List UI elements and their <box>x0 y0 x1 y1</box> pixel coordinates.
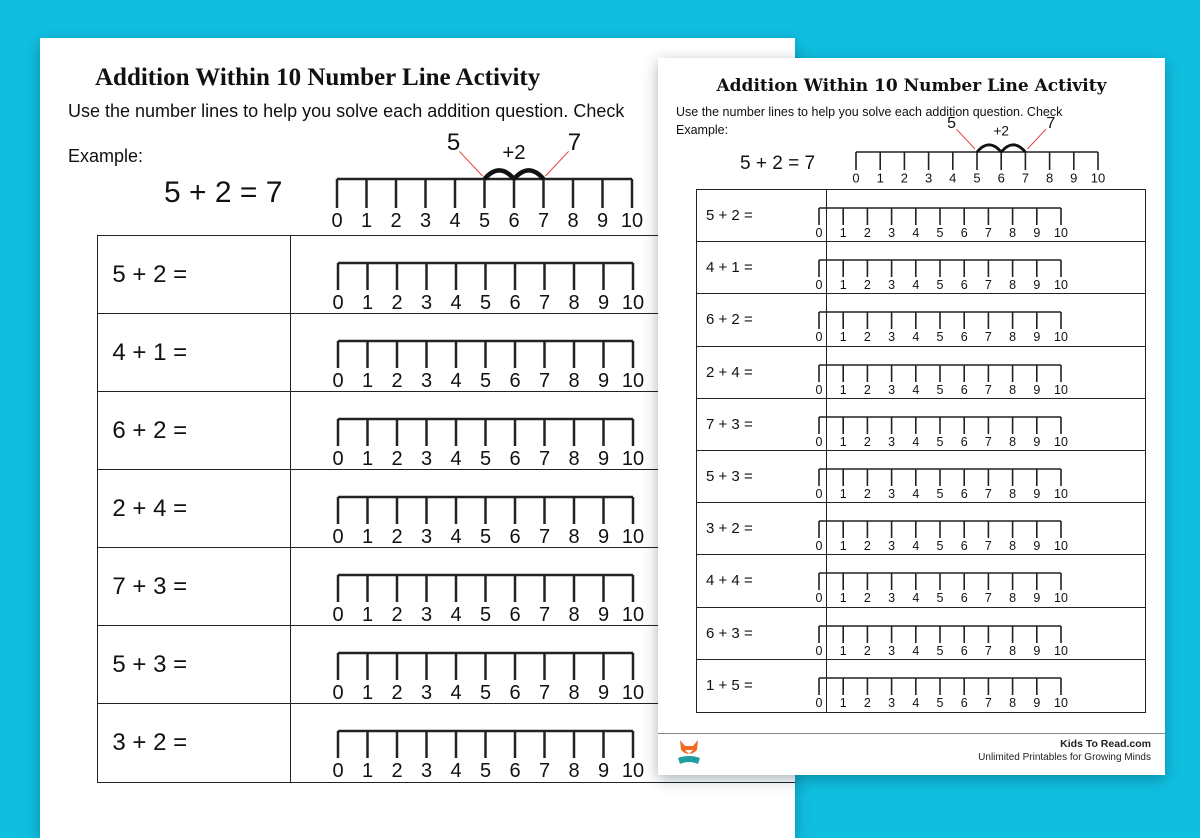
tick-label: 8 <box>568 760 580 782</box>
tick-label: 6 <box>508 210 520 232</box>
example-number-line-svg <box>331 128 650 238</box>
tick-label: 3 <box>888 434 896 449</box>
tick-label: 4 <box>912 225 920 240</box>
tick-label: 4 <box>449 210 461 232</box>
example-equation: 5 + 2 = 7 <box>164 176 283 209</box>
tick-label: 9 <box>597 604 610 626</box>
tick-label: 6 <box>960 486 968 501</box>
tick-label: 4 <box>912 539 920 553</box>
tick-label: 9 <box>597 448 610 470</box>
tick-label: 4 <box>912 591 920 606</box>
tick-label: 6 <box>960 382 968 397</box>
tick-label: 2 <box>863 539 871 553</box>
tick-label: 7 <box>538 682 551 704</box>
tick-label: 6 <box>960 434 968 449</box>
tick-label: 8 <box>1009 225 1017 240</box>
instructions: Use the number lines to help you solve each addition question. Check <box>68 101 625 121</box>
tick-label: 8 <box>568 682 580 704</box>
tick-label: 5 <box>479 604 492 626</box>
tick-label: 3 <box>924 170 933 186</box>
question-text: 7 + 3 = <box>697 399 827 450</box>
tick-label: 5 <box>936 330 944 345</box>
brand-tagline: Unlimited Printables for Growing Minds <box>978 752 1151 763</box>
tick-label: 3 <box>888 278 896 293</box>
answer-number-line <box>332 262 651 320</box>
question-text: 5 + 2 = <box>697 190 827 241</box>
tick-label: 4 <box>450 448 462 470</box>
tick-label: 5 <box>478 210 491 232</box>
tick-label: 9 <box>1033 278 1041 293</box>
tick-label: 4 <box>912 382 920 397</box>
tick-label: 4 <box>450 604 462 626</box>
instructions: Use the number lines to help you solve each addition question. Check <box>676 105 1063 119</box>
tick-label: 0 <box>815 330 823 345</box>
start-label: 5 <box>947 115 957 133</box>
tick-label: 9 <box>597 682 610 704</box>
tick-label: 6 <box>509 370 521 392</box>
tick-label: 1 <box>876 170 884 186</box>
question-text: 2 + 4 = <box>697 347 827 398</box>
tick-label: 10 <box>1054 539 1068 553</box>
tick-label: 6 <box>509 292 521 314</box>
tick-label: 4 <box>912 486 920 501</box>
question-row <box>697 660 1145 712</box>
tick-label: 5 <box>936 643 944 658</box>
tick-label: 8 <box>568 448 580 470</box>
worksheet-title: Addition Within 10 Number Line Activity <box>95 64 541 91</box>
tick-label: 0 <box>815 539 823 553</box>
tick-label: 8 <box>1009 434 1017 449</box>
question-row <box>697 503 1145 555</box>
tick-label: 6 <box>960 695 968 710</box>
tick-label: 9 <box>596 210 609 232</box>
tick-label: 1 <box>839 225 847 240</box>
tick-label: 1 <box>361 370 374 392</box>
tick-label: 0 <box>332 526 344 548</box>
tick-label: 1 <box>839 539 847 553</box>
tick-label: 2 <box>863 695 871 710</box>
tick-label: 9 <box>597 526 610 548</box>
tick-label: 9 <box>1033 539 1041 553</box>
tick-label: 8 <box>1009 591 1017 606</box>
tick-label: 9 <box>1033 643 1041 658</box>
tick-label: 4 <box>450 682 462 704</box>
tick-label: 4 <box>912 434 920 449</box>
tick-label: 3 <box>888 330 896 345</box>
tick-label: 5 <box>479 682 492 704</box>
tick-label: 5 <box>479 760 492 782</box>
question-text: 6 + 3 = <box>697 608 827 659</box>
tick-label: 2 <box>863 486 871 501</box>
tick-label: 4 <box>450 370 462 392</box>
tick-label: 7 <box>984 330 992 345</box>
tick-label: 10 <box>621 292 645 314</box>
tick-label: 3 <box>888 225 896 240</box>
tick-label: 7 <box>538 448 551 470</box>
tick-label: 5 <box>936 591 944 606</box>
answer-number-line <box>332 730 651 788</box>
tick-label: 8 <box>1009 695 1017 710</box>
jump-arc <box>514 170 544 179</box>
tick-label: 7 <box>538 760 551 782</box>
tick-label: 5 <box>479 292 492 314</box>
tick-label: 2 <box>391 604 403 626</box>
tick-label: 9 <box>1033 591 1041 606</box>
tick-label: 8 <box>568 604 580 626</box>
tick-label: 1 <box>839 695 847 710</box>
tick-label: 6 <box>960 225 968 240</box>
tick-label: 3 <box>420 526 433 548</box>
tick-label: 10 <box>1054 486 1068 501</box>
answer-number-line <box>332 652 651 710</box>
end-arrow <box>1027 129 1046 149</box>
tick-label: 3 <box>888 695 896 710</box>
tick-label: 6 <box>997 170 1005 186</box>
tick-label: 4 <box>450 526 462 548</box>
tick-label: 6 <box>509 526 521 548</box>
tick-label: 5 <box>936 225 944 240</box>
tick-label: 9 <box>1033 330 1041 345</box>
tick-label: 6 <box>509 604 521 626</box>
jump-label: +2 <box>993 123 1009 139</box>
tick-label: 6 <box>960 539 968 553</box>
tick-label: 5 <box>936 278 944 293</box>
tick-label: 8 <box>1009 539 1017 553</box>
tick-label: 7 <box>538 292 551 314</box>
answer-number-line <box>332 496 651 554</box>
question-text: 5 + 3 = <box>98 626 291 703</box>
example-label: Example: <box>676 123 729 137</box>
tick-label: 1 <box>839 278 847 293</box>
start-arrow <box>956 129 975 149</box>
tick-label: 1 <box>360 210 373 232</box>
answer-number-line <box>817 677 1079 718</box>
tick-label: 0 <box>332 760 344 782</box>
tick-label: 5 <box>479 526 492 548</box>
tick-label: 2 <box>863 278 871 293</box>
tick-label: 8 <box>1009 330 1017 345</box>
jump-arc <box>1001 145 1025 152</box>
tick-label: 5 <box>479 448 492 470</box>
question-text: 2 + 4 = <box>98 470 291 547</box>
tick-label: 10 <box>621 604 645 626</box>
question-row <box>697 347 1145 399</box>
tick-label: 7 <box>984 643 992 658</box>
question-row <box>697 451 1145 503</box>
tick-label: 2 <box>391 292 403 314</box>
tick-label: 9 <box>1033 434 1041 449</box>
tick-label: 5 <box>973 170 981 186</box>
tick-label: 10 <box>621 760 645 782</box>
start-arrow <box>459 151 482 176</box>
answer-number-line <box>332 574 651 632</box>
tick-label: 0 <box>815 434 823 449</box>
tick-label: 7 <box>984 225 992 240</box>
tick-label: 3 <box>888 643 896 658</box>
tick-label: 7 <box>984 486 992 501</box>
question-row <box>697 190 1145 242</box>
tick-label: 0 <box>332 370 344 392</box>
tick-label: 6 <box>960 643 968 658</box>
jump-label: +2 <box>502 141 526 164</box>
tick-label: 0 <box>852 170 860 186</box>
tick-label: 3 <box>420 448 433 470</box>
tick-label: 10 <box>1090 170 1106 186</box>
tick-label: 10 <box>1054 382 1068 397</box>
tick-label: 6 <box>509 760 521 782</box>
tick-label: 7 <box>538 526 551 548</box>
question-text: 1 + 5 = <box>697 660 827 712</box>
tick-label: 10 <box>621 682 645 704</box>
question-text: 3 + 2 = <box>98 704 291 782</box>
example-equation: 5 + 2 = 7 <box>740 153 816 174</box>
tick-label: 9 <box>1033 382 1041 397</box>
answer-number-line <box>332 418 651 476</box>
tick-label: 8 <box>1009 278 1017 293</box>
tick-label: 1 <box>839 382 847 397</box>
tick-label: 5 <box>936 486 944 501</box>
question-text: 4 + 1 = <box>98 314 291 391</box>
tick-label: 7 <box>984 695 992 710</box>
tick-label: 1 <box>839 486 847 501</box>
tick-label: 8 <box>568 526 580 548</box>
end-arrow <box>546 151 569 176</box>
worksheet-front <box>658 58 1165 775</box>
tick-label: 10 <box>1054 643 1068 658</box>
tick-label: 5 <box>479 370 492 392</box>
tick-label: 0 <box>815 591 823 606</box>
tick-label: 1 <box>361 682 374 704</box>
question-text: 6 + 2 = <box>98 392 291 469</box>
tick-label: 5 <box>936 434 944 449</box>
tick-label: 9 <box>1070 170 1078 186</box>
tick-label: 2 <box>863 330 871 345</box>
tick-label: 3 <box>420 604 433 626</box>
tick-label: 6 <box>960 278 968 293</box>
question-row <box>697 555 1145 607</box>
tick-label: 7 <box>984 278 992 293</box>
tick-label: 1 <box>839 591 847 606</box>
tick-label: 3 <box>419 210 432 232</box>
example-number-line-svg <box>852 115 1116 193</box>
tick-label: 1 <box>839 330 847 345</box>
tick-label: 9 <box>597 292 610 314</box>
tick-label: 10 <box>1054 278 1068 293</box>
tick-label: 7 <box>984 382 992 397</box>
tick-label: 10 <box>1054 695 1068 710</box>
tick-label: 2 <box>391 682 403 704</box>
tick-label: 2 <box>863 434 871 449</box>
question-text: 5 + 2 = <box>98 236 291 313</box>
tick-label: 7 <box>984 591 992 606</box>
tick-label: 4 <box>912 643 920 658</box>
tick-label: 0 <box>331 210 343 232</box>
example-label: Example: <box>68 146 144 166</box>
tick-label: 10 <box>621 448 645 470</box>
tick-label: 6 <box>960 330 968 345</box>
question-row <box>697 294 1145 346</box>
tick-label: 2 <box>900 170 909 186</box>
tick-label: 2 <box>391 526 403 548</box>
tick-label: 3 <box>888 591 896 606</box>
tick-label: 7 <box>537 210 550 232</box>
tick-label: 0 <box>332 682 344 704</box>
tick-label: 10 <box>620 210 644 232</box>
tick-label: 7 <box>538 604 551 626</box>
tick-label: 4 <box>949 170 957 186</box>
tick-label: 1 <box>361 760 374 782</box>
tick-label: 0 <box>332 448 344 470</box>
tick-label: 5 <box>936 695 944 710</box>
tick-label: 2 <box>863 225 871 240</box>
tick-label: 10 <box>621 370 645 392</box>
tick-label: 9 <box>1033 695 1041 710</box>
tick-label: 10 <box>1054 225 1068 240</box>
question-text: 3 + 2 = <box>697 503 827 554</box>
tick-label: 8 <box>1045 170 1054 186</box>
tick-label: 1 <box>361 604 374 626</box>
tick-label: 0 <box>815 382 823 397</box>
tick-label: 2 <box>391 448 403 470</box>
tick-label: 1 <box>839 434 847 449</box>
tick-label: 0 <box>332 604 344 626</box>
tick-label: 5 <box>936 539 944 553</box>
tick-label: 3 <box>420 292 433 314</box>
tick-label: 3 <box>420 682 433 704</box>
tick-label: 10 <box>1054 591 1068 606</box>
tick-label: 8 <box>1009 486 1017 501</box>
question-text: 4 + 1 = <box>697 242 827 293</box>
tick-label: 6 <box>509 448 521 470</box>
tick-label: 8 <box>1009 382 1017 397</box>
question-text: 6 + 2 = <box>697 294 827 345</box>
fox-logo-icon <box>676 738 702 766</box>
tick-label: 0 <box>815 695 823 710</box>
tick-label: 4 <box>912 330 920 345</box>
tick-label: 1 <box>361 292 374 314</box>
tick-label: 3 <box>420 760 433 782</box>
tick-label: 1 <box>839 643 847 658</box>
tick-label: 8 <box>568 292 580 314</box>
jump-arc <box>485 170 515 179</box>
tick-label: 7 <box>1021 170 1030 186</box>
tick-label: 9 <box>1033 225 1041 240</box>
tick-label: 10 <box>1054 434 1068 449</box>
footer-divider <box>658 733 1165 734</box>
tick-label: 2 <box>863 643 871 658</box>
tick-label: 0 <box>815 486 823 501</box>
tick-label: 8 <box>1009 643 1017 658</box>
question-text: 7 + 3 = <box>98 548 291 625</box>
tick-label: 6 <box>509 682 521 704</box>
tick-label: 2 <box>863 382 871 397</box>
question-row <box>697 399 1145 451</box>
tick-label: 0 <box>815 643 823 658</box>
tick-label: 7 <box>984 434 992 449</box>
tick-label: 0 <box>815 278 823 293</box>
tick-label: 2 <box>391 760 403 782</box>
tick-label: 3 <box>888 486 896 501</box>
question-text: 5 + 3 = <box>697 451 827 502</box>
tick-label: 4 <box>450 292 462 314</box>
end-label: 7 <box>1046 115 1056 133</box>
tick-label: 5 <box>936 382 944 397</box>
question-row <box>697 608 1145 660</box>
tick-label: 7 <box>984 539 992 553</box>
tick-label: 2 <box>390 210 402 232</box>
answer-number-line <box>332 340 651 398</box>
tick-label: 9 <box>1033 486 1041 501</box>
tick-label: 4 <box>450 760 462 782</box>
tick-label: 9 <box>597 760 610 782</box>
tick-label: 4 <box>912 695 920 710</box>
tick-label: 9 <box>597 370 610 392</box>
tick-label: 1 <box>361 448 374 470</box>
worksheet-title: Addition Within 10 Number Line Activity <box>716 76 1107 96</box>
brand-name: Kids To Read.com <box>1060 738 1151 750</box>
question-row <box>697 242 1145 294</box>
tick-label: 2 <box>863 591 871 606</box>
tick-label: 7 <box>538 370 551 392</box>
questions-table <box>696 189 1146 713</box>
end-label: 7 <box>567 128 582 156</box>
tick-label: 6 <box>960 591 968 606</box>
tick-label: 10 <box>1054 330 1068 345</box>
tick-label: 4 <box>912 278 920 293</box>
tick-label: 3 <box>888 539 896 553</box>
tick-label: 2 <box>391 370 403 392</box>
jump-arc <box>977 145 1001 152</box>
tick-label: 10 <box>621 526 645 548</box>
footer-brand <box>978 738 1151 764</box>
tick-label: 3 <box>420 370 433 392</box>
tick-label: 3 <box>888 382 896 397</box>
tick-label: 0 <box>815 225 823 240</box>
start-label: 5 <box>446 128 461 156</box>
tick-label: 8 <box>568 370 580 392</box>
question-text: 4 + 4 = <box>697 555 827 606</box>
tick-label: 1 <box>361 526 374 548</box>
tick-label: 8 <box>567 210 579 232</box>
tick-label: 0 <box>332 292 344 314</box>
